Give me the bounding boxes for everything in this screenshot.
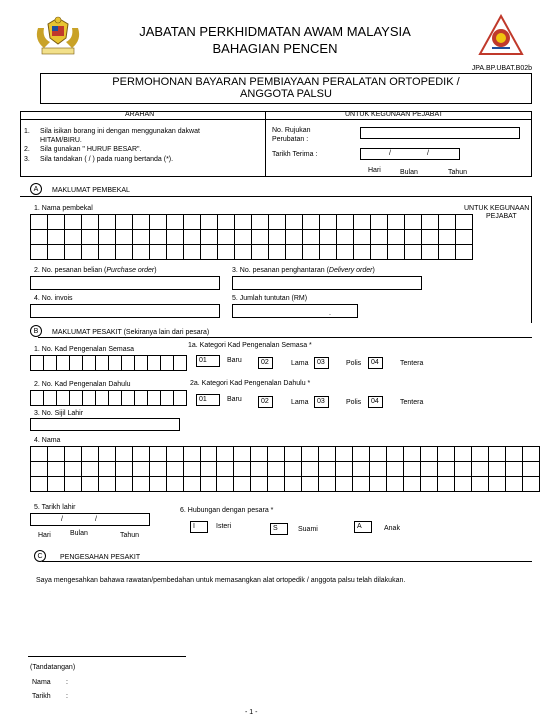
ic-previous-category-label: 2a. Kategori Kad Pengenalan Dahulu * xyxy=(190,380,311,387)
relation-child-label: Anak xyxy=(384,525,400,532)
section-a-badge: A xyxy=(30,183,42,195)
date-received-day-caption: Hari xyxy=(368,167,381,174)
medical-ref-label: No. Rujukan xyxy=(272,127,311,134)
ic-previous-grid[interactable] xyxy=(30,390,187,406)
confirm-name-label: Nama xyxy=(32,679,51,686)
ic-current-cat-lama-code[interactable]: 02 xyxy=(258,357,273,369)
date-received-sep1: / xyxy=(389,150,391,157)
instruction-1-text-cont: HITAM/BIRU. xyxy=(40,137,82,144)
pension-division-logo xyxy=(478,14,524,58)
ic-current-label: 1. No. Kad Pengenalan Semasa xyxy=(34,346,135,353)
date-received-label: Tarikh Terima : xyxy=(272,151,318,158)
amount-input[interactable] xyxy=(232,304,358,318)
section-b-badge: B xyxy=(30,325,42,337)
ic-current-cat-lama-label: Lama xyxy=(291,360,309,367)
ic-previous-cat-baru-label: Baru xyxy=(227,396,242,403)
form-reference-code: JPA.BP.UBAT.B02b xyxy=(471,65,532,72)
relation-husband-label: Suami xyxy=(298,526,318,533)
relation-wife-label: Isteri xyxy=(216,523,232,530)
ic-previous-cat-polis-code[interactable]: 03 xyxy=(314,396,329,408)
instruction-1-text: Sila isikan borang ini dengan menggunakan dakwat xyxy=(40,128,200,135)
amount-label: 5. Jumlah tuntutan (RM) xyxy=(232,295,308,302)
ic-previous-label: 2. No. Kad Pengenalan Dahulu xyxy=(34,381,131,388)
amount-decimal-point: . xyxy=(329,310,331,317)
ic-previous-cat-tentera-label: Tentera xyxy=(400,399,424,406)
instruction-3-text: Sila tandakan ( / ) pada ruang bertanda (*). xyxy=(40,156,174,163)
dob-sep1: / xyxy=(61,516,63,523)
section-c-title: PENGESAHAN PESAKIT xyxy=(60,554,141,561)
confirm-date-label: Tarikh xyxy=(32,693,51,700)
section-a-title: MAKLUMAT PEMBEKAL xyxy=(52,187,130,194)
invoice-input[interactable] xyxy=(30,304,220,318)
section-c-badge: C xyxy=(34,550,46,562)
patient-name-label: 4. Nama xyxy=(34,437,61,444)
ic-current-cat-polis-label: Polis xyxy=(346,360,362,367)
confirmation-statement: Saya mengesahkan bahawa rawatan/pembedahan untuk memasangkan alat ortopedik / anggota palsu telah dilakukan. xyxy=(36,577,406,584)
instruction-2-num: 2. xyxy=(24,146,30,153)
header-title-line2: BAHAGIAN PENCEN xyxy=(212,41,338,56)
relation-husband-code[interactable]: S xyxy=(270,523,288,535)
supplier-name-grid[interactable] xyxy=(30,214,473,260)
ic-previous-cat-lama-code[interactable]: 02 xyxy=(258,396,273,408)
ic-previous-cat-polis-label: Polis xyxy=(346,399,362,406)
ic-current-cat-tentera-code[interactable]: 04 xyxy=(368,357,383,369)
date-received-year-caption: Tahun xyxy=(448,169,468,176)
patient-name-grid[interactable] xyxy=(30,446,540,492)
signature-line[interactable] xyxy=(28,656,186,657)
ic-current-cat-tentera-label: Tentera xyxy=(400,360,424,367)
relation-wife-code[interactable]: I xyxy=(190,521,208,533)
header-title-line1: JABATAN PERKHIDMATAN AWAM MALAYSIA xyxy=(139,24,411,39)
form-title-line2: ANGGOTA PALSU xyxy=(240,88,332,100)
ic-current-cat-polis-code[interactable]: 03 xyxy=(314,357,329,369)
delivery-order-input[interactable] xyxy=(232,276,422,290)
date-received-input[interactable] xyxy=(360,148,460,160)
date-received-sep2: / xyxy=(427,150,429,157)
dob-day-caption: Hari xyxy=(38,532,51,539)
page-number: - 1 - xyxy=(245,709,258,716)
purchase-order-input[interactable] xyxy=(30,276,220,290)
ic-current-cat-baru-code[interactable]: 01 xyxy=(196,355,220,367)
relation-child-code[interactable]: A xyxy=(354,521,372,533)
dob-label: 5. Tarikh lahir xyxy=(34,504,76,511)
supplier-name-grid-row1[interactable] xyxy=(30,214,473,260)
date-received-month-caption: Bulan xyxy=(400,169,418,176)
confirm-date-colon: : xyxy=(66,693,68,700)
dob-sep2: / xyxy=(95,516,97,523)
birth-cert-input[interactable] xyxy=(30,418,180,431)
government-crest-logo xyxy=(30,14,86,58)
ic-current-category-label: 1a. Kategori Kad Pengenalan Semasa * xyxy=(188,342,312,349)
medical-ref-input[interactable] xyxy=(360,127,520,139)
relation-label: 6. Hubungan dengan pesara * xyxy=(180,507,274,514)
instruction-2-text: Sila gunakan " HURUF BESAR". xyxy=(40,146,142,153)
office-note-line2: PEJABAT xyxy=(486,213,517,220)
delivery-order-label: 3. No. pesanan penghantaran (Delivery order) xyxy=(232,267,375,274)
medical-ref-label-cont: Perubatan : xyxy=(272,136,309,143)
section-b-title: MAKLUMAT PESAKIT (Sekiranya lain dari pesara) xyxy=(52,329,210,336)
office-use-heading: UNTUK KEGUNAAN PEJABAT xyxy=(345,111,443,118)
instruction-3-num: 3. xyxy=(24,156,30,163)
dob-month-caption: Bulan xyxy=(70,530,88,537)
invoice-label: 4. No. invois xyxy=(34,295,73,302)
ic-current-grid[interactable] xyxy=(30,355,187,371)
signature-label: (Tandatangan) xyxy=(30,664,76,671)
ic-previous-cat-baru-code[interactable]: 01 xyxy=(196,394,220,406)
instruction-1-num: 1. xyxy=(24,128,30,135)
office-note-line1: UNTUK KEGUNAAN xyxy=(464,205,530,212)
ic-previous-cat-lama-label: Lama xyxy=(291,399,309,406)
form-title-line1: PERMOHONAN BAYARAN PEMBIAYAAN PERALATAN ORTOPEDIK / xyxy=(112,76,460,88)
ic-previous-cat-tentera-code[interactable]: 04 xyxy=(368,396,383,408)
purchase-order-label: 2. No. pesanan belian (Purchase order) xyxy=(34,267,157,274)
dob-year-caption: Tahun xyxy=(120,532,140,539)
dob-input[interactable] xyxy=(30,513,150,526)
birth-cert-label: 3. No. Sijil Lahir xyxy=(34,410,84,417)
confirm-name-colon: : xyxy=(66,679,68,686)
supplier-name-label: 1. Nama pembekal xyxy=(34,205,93,212)
ic-current-cat-baru-label: Baru xyxy=(227,357,242,364)
instructions-heading: ARAHAN xyxy=(125,111,155,118)
